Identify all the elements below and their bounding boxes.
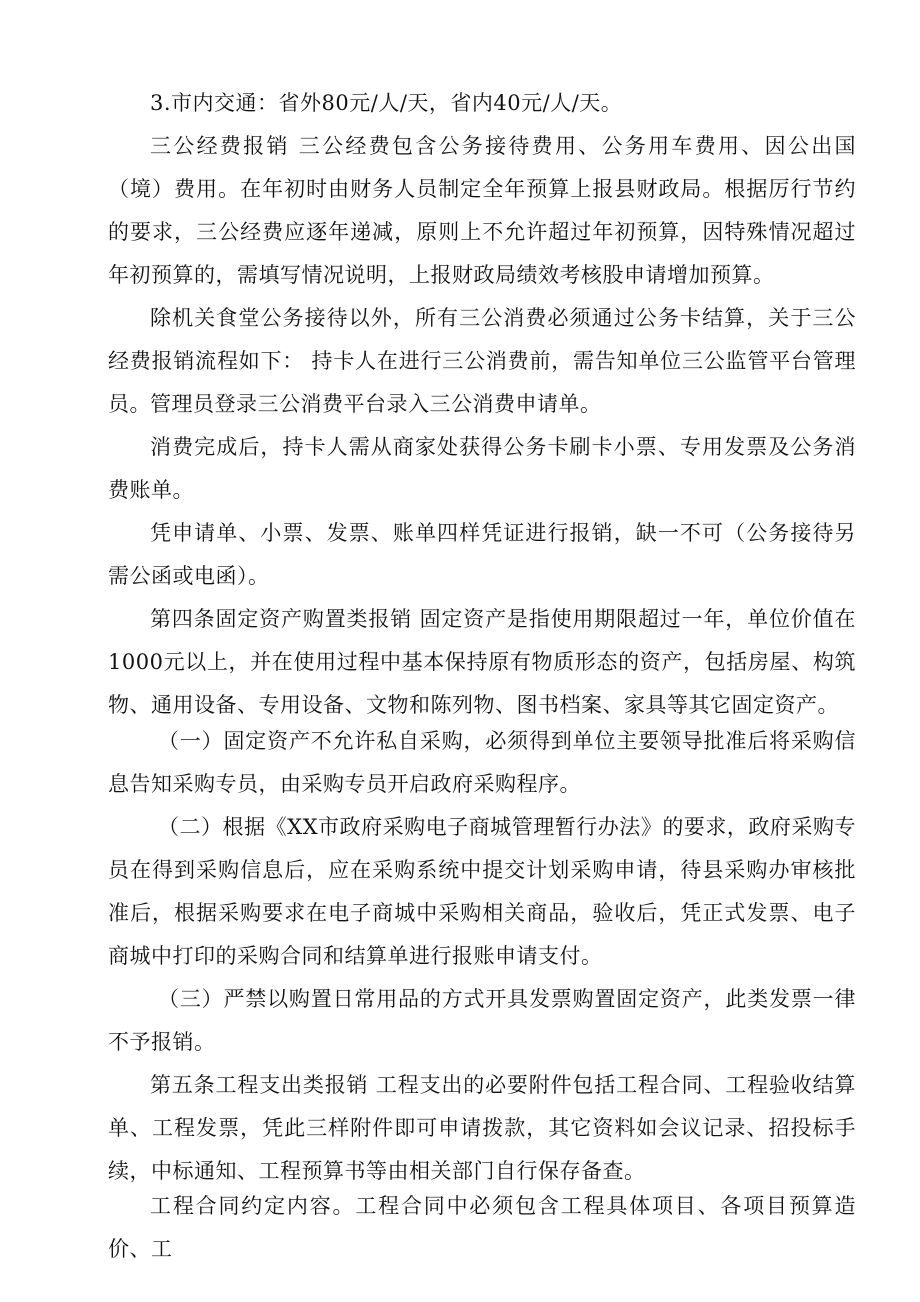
paragraph-four-vouchers: 凭申请单、小票、发票、账单四样凭证进行报销，缺一不可（公务接待另需公函或电函）。 — [108, 521, 856, 588]
paragraph-item-three: （三）严禁以购置日常用品的方式开具发票购置固定资产，此类发票一律不予报销。 — [108, 987, 856, 1054]
paragraph-three-public-expenses: 三公经费报销 三公经费包含公务接待费用、公务用车费用、因公出国（境）费用。在年初时由财务人员制定全年预算上报县财政局。根据厉行节约的要求，三公经费应逐年递减，原则上不允许超过年初预算，因特殊情况超过年初预算的，需填写情况说明，上报财政局绩效考核股申请增加预算。 — [108, 134, 856, 287]
paragraph-city-transport: 3.市内交通：省外80元/人/天，省内40元/人/天。 — [150, 91, 623, 115]
paragraph-article-five: 第五条工程支出类报销 工程支出的必要附件包括工程合同、工程验收结算单、工程发票，凭此三样附件即可申请拨款，其它资料如会议记录、招投标手续，中标通知、工程预算书等由相关部门自行保存备查。 — [108, 1073, 856, 1183]
paragraph-after-consumption: 消费完成后，持卡人需从商家处获得公务卡刷卡小票、专用发票及公务消费账单。 — [108, 435, 856, 502]
paragraph-article-four: 第四条固定资产购置类报销 固定资产是指使用期限超过一年，单位价值在1000元以上，并在使用过程中基本保持原有物质形态的资产，包括房屋、构筑物、通用设备、专用设备、文物和陈列物、图书档案、家具等其它固定资产。 — [108, 607, 856, 717]
paragraph-item-two: （二）根据《XX市政府采购电子商城管理暂行办法》的要求，政府采购专员在得到采购信息后，应在采购系统中提交计划采购申请，待县采购办审核批准后，根据采购要求在电子商城中采购相关商品，验收后，凭正式发票、电子商城中打印的采购合同和结算单进行报账申请支付。 — [108, 815, 856, 968]
paragraph-contract-content: 工程合同约定内容。工程合同中必须包含工程具体项目、各项目预算造价、工 — [108, 1194, 856, 1261]
paragraph-item-one: （一）固定资产不允许私自采购，必须得到单位主要领导批准后将采购信息告知采购专员，由采购专员开启政府采购程序。 — [108, 729, 856, 796]
paragraph-admin-entry: 管理员登录三公消费平台录入三公消费申请单。 — [150, 392, 602, 416]
paragraph-official-card-settlement: 除机关食堂公务接待以外，所有三公消费必须通过公务卡结算，关于三公经费报销流程如下： 持卡人在进行三公消费前，需告知单位三公监管平台管理员。 — [108, 306, 856, 416]
